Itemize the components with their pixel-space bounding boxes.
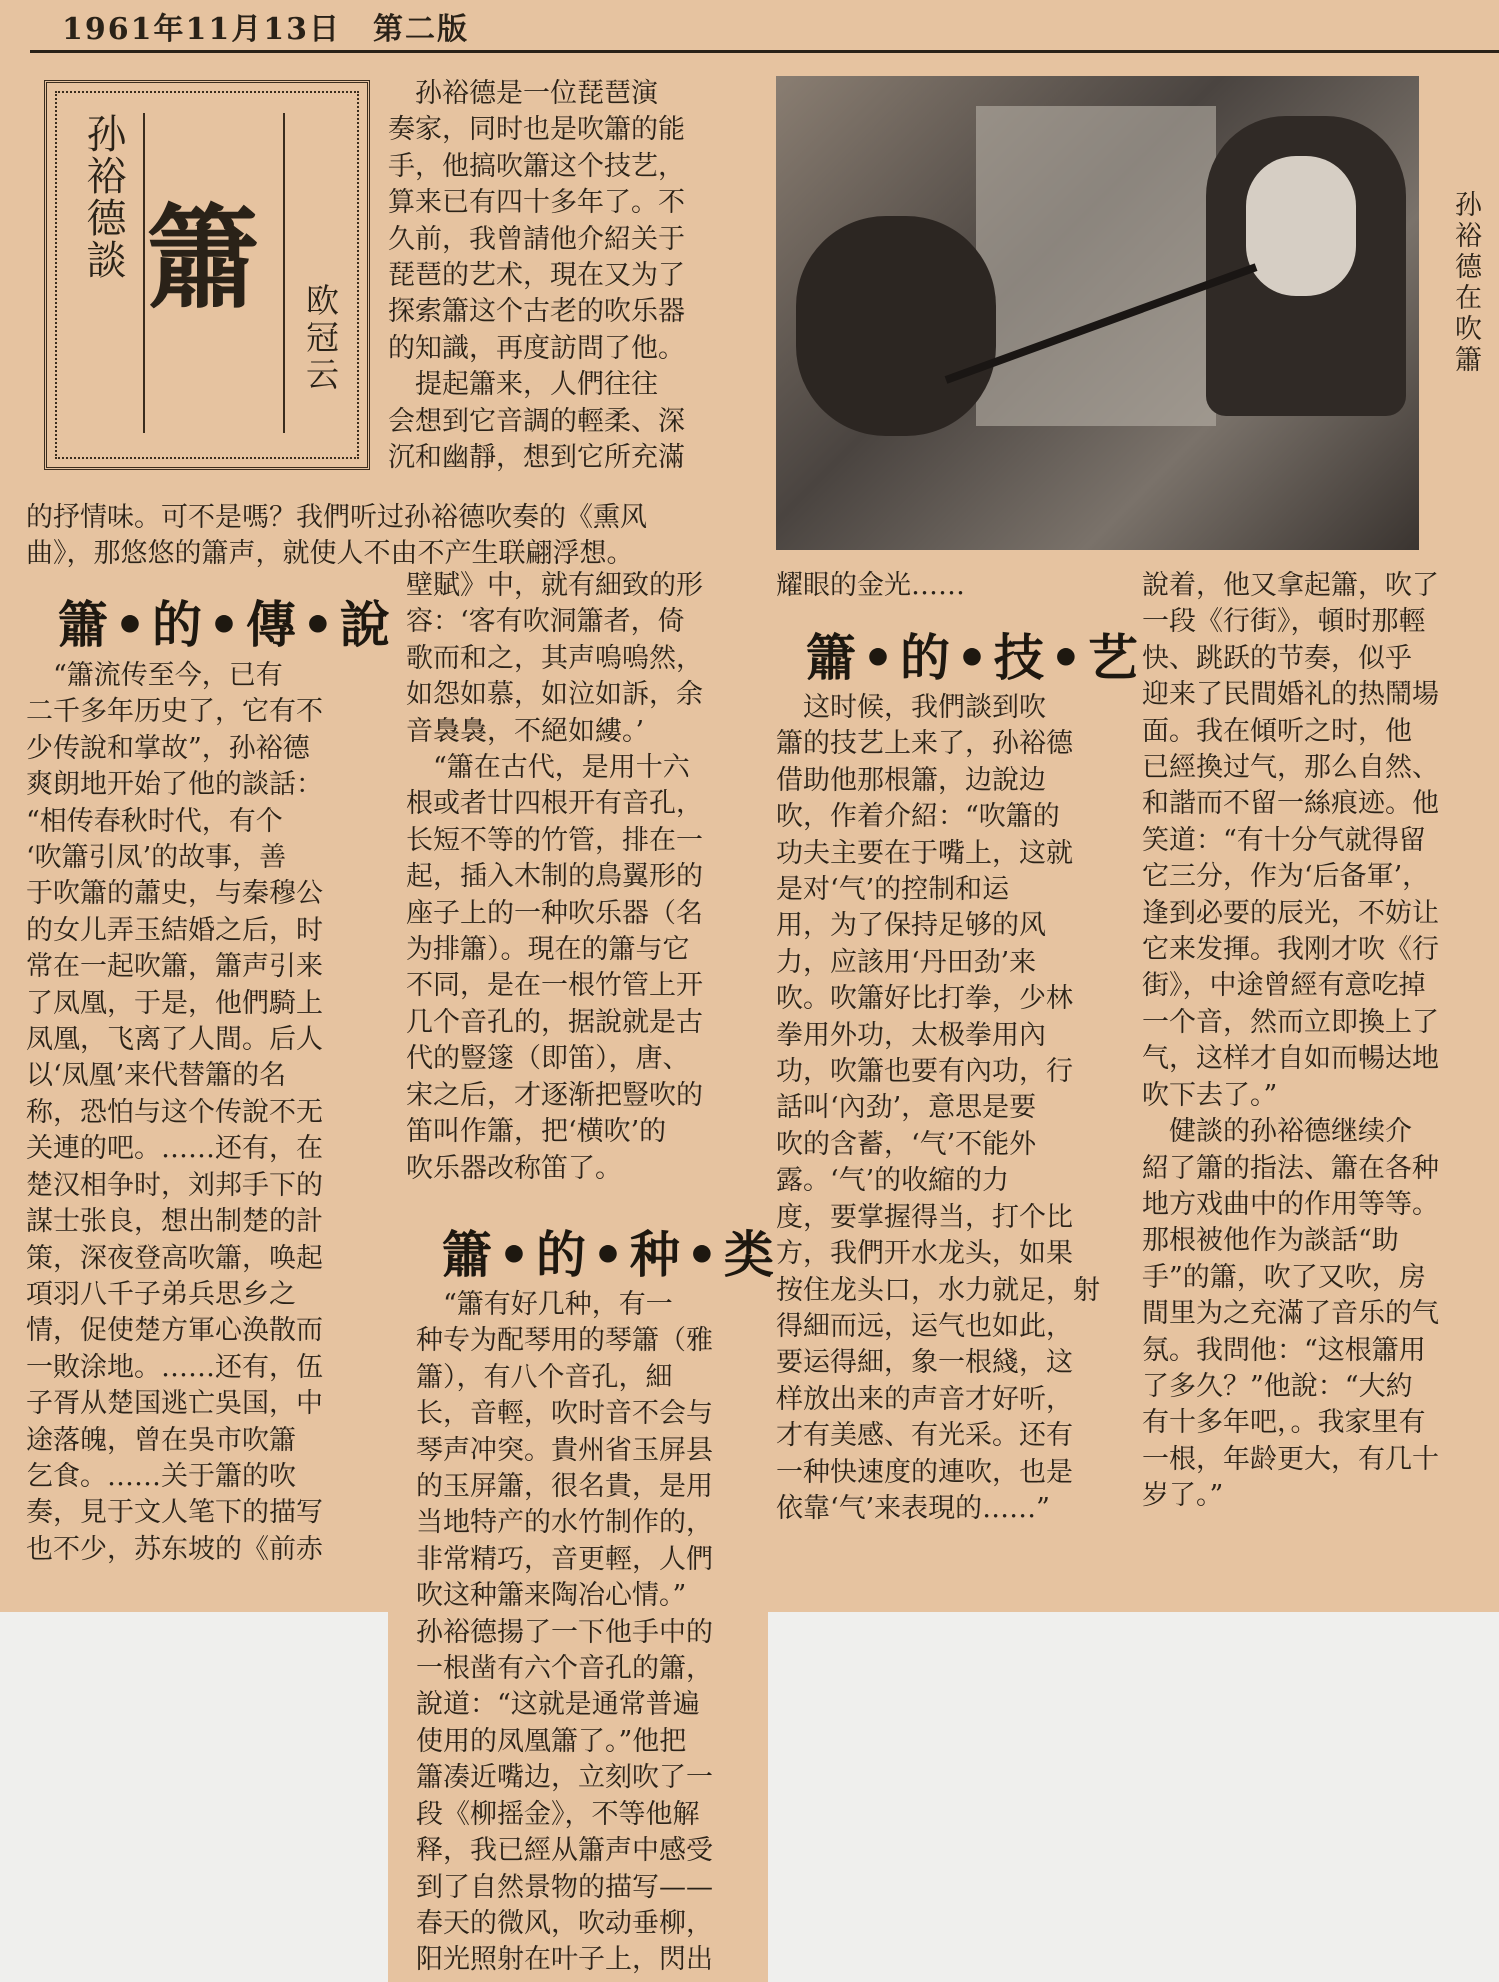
title-divider-right <box>283 113 285 433</box>
photo-face <box>1246 156 1356 296</box>
intro-paragraph-wide: 的抒情味。可不是嗎？我們听过孙裕德吹奏的《熏风 曲》，那悠悠的簫声，就使人不由不产生联翩浮想。 <box>26 502 647 570</box>
column-3-text: 这时候，我們談到吹 簫的技艺上来了，孙裕德 借助他那根簫，边說边 吹，作着介紹：“吹簫的 功夫主要在于嘴上，这就 是对‘气’的控制和运 用，为了保持足够的风 力，应該用‘丹田劲’来 吹。吹簫好比打拳，少林 拳用外功，太极拳用內 功，吹簫也要有內功，行 話叫‘內劲’，意思是要 吹的含蓄，‘气’不能外 露。‘气’的收縮的力 度，要掌握得当，打个比 方，我們开水龙头，如果 按住龙头口，水力就足，射 得細而远，运气也如此， 要运得細，象一根綫，这 样放出来的声音才好听， 才有美感、有光采。还有 一种快速度的連吹，也是 依靠‘气’来表現的……” <box>776 692 1100 1524</box>
column-1-text: “簫流传至今，已有 二千多年历史了，它有不 少传說和掌故”，孙裕德 爽朗地开始了他的談話： “相传春秋时代，有个 ‘吹簫引凤’的故事，善 于吹簫的蕭史，与秦穆公 的女儿弄玉結婚之后，时 常在一起吹簫，簫声引来 了凤凰，于是，他們騎上 凤凰，飞离了人間。后人 以‘凤凰’来代替簫的名 称，恐怕与这个传說不无 关連的吧。……还有，在 楚汉相争时，刘邦手下的 謀士张良，想出制楚的計 策，深夜登高吹簫，唤起 項羽八千子弟兵思乡之 情，促使楚方軍心涣散而 一敗涂地。……还有，伍 子胥从楚国逃亡吳国，中 途落魄，曾在吳市吹簫 乞食。……关于簫的吹 奏，見于文人笔下的描写 也不少，苏东坡的《前赤 <box>26 660 323 1565</box>
series-label: 孙裕德談 <box>80 113 126 281</box>
photo-caption-vertical: 孙裕德在吹簫 <box>1450 190 1481 376</box>
photo-window <box>976 106 1216 426</box>
column-2-text-lower: “簫有好几种，有一 种专为配琴用的琴簫（雅 簫），有八个音孔，細 长，音輕，吹时音不会与 琴声冲突。貴州省玉屏县 的玉屏簫，很名貴，是用 当地特产的水竹制作的， 非常精巧，音更輕，人們 吹这种簫来陶冶心情。” 孙裕德揚了一下他手中的 一根凿有六个音孔的簫， 說道：“这就是通常普遍 使用的凤凰簫了。”他把 簫凑近嘴边，立刻吹了一 段《柳摇金》，不等他解 释，我已經从簫声中感受 到了自然景物的描写—— 春天的微风，吹动垂柳， 阳光照射在叶子上，閃出 <box>416 1289 713 1976</box>
subheading-technique: 簫•的•技•艺 <box>806 628 1144 687</box>
column-2-text-upper: 壁賦》中，就有細致的形 容：‘客有吹洞簫者，倚 歌而和之，其声嗚嗚然， 如怨如慕，如泣如訴，余 音裊裊，不絕如縷。’ “簫在古代，是用十六 根或者廿四根开有音孔， 长短不等的竹管，排在一 起，插入木制的鳥翼形的 座子上的一种吹乐器（名 为排簫）。現在的簫与它 不同，是在一根竹管上开 几个音孔的，据說就是古 代的豎篴（即笛），唐、 宋之后，才逐渐把豎吹的 笛叫作簫，把‘横吹’的 吹乐器改称笛了。 <box>406 570 703 1184</box>
article-title: 簫 <box>147 193 259 324</box>
intro-paragraph: 孙裕德是一位琵琶演 奏家，同时也是吹簫的能 手，他搞吹簫这个技艺， 算来已有四十多年了。不 久前，我曾請他介紹关于 琵琶的艺术，現在又为了 探索簫这个古老的吹乐器 的知識，再度訪問了他。 提起簫来，人們往往 会想到它音調的輕柔、深 沉和幽靜，想到它所充滿 <box>388 78 685 474</box>
photo-sun-yude-playing-xiao <box>776 76 1419 550</box>
subheading-types: 簫•的•种•类 <box>442 1225 780 1284</box>
subheading-legends: 簫•的•傳•說 <box>58 595 396 654</box>
author-name: 欧冠云 <box>301 283 340 394</box>
header-rule <box>30 50 1499 53</box>
clipping-edge <box>768 1535 1499 1565</box>
photo-caption-below: 耀眼的金光…… <box>776 570 965 601</box>
date-edition-header: 1961年11月13日 第二版 <box>62 12 469 47</box>
photo-plant <box>796 216 996 436</box>
column-4-text: 說着，他又拿起簫，吹了 一段《行街》，頓时那輕 快、跳跃的节奏，似乎 迎来了民間婚礼的热鬧場 面。我在傾听之时，他 已經換过气，那么自然、 和諧而不留一絲痕迹。他 笑道：“有十分气就得留 它三分，作为‘后备軍’， 逢到必要的辰光，不妨让 它来发揮。我刚才吹《行 街》，中途曾經有意吃掉 一个音，然而立即換上了 气，这样才自如而暢达地 吹下去了。” 健談的孙裕德继续介 紹了簫的指法、簫在各种 地方戏曲中的作用等等。 那根被他作为談話“助 手”的簫，吹了又吹，房 間里为之充滿了音乐的气 氛。我問他：“这根簫用 了多久？”他說：“大約 有十多年吧，。我家里有 一根，年龄更大，有几十 岁了。” <box>1142 570 1439 1512</box>
title-box <box>44 80 370 470</box>
title-divider-left <box>143 113 145 433</box>
